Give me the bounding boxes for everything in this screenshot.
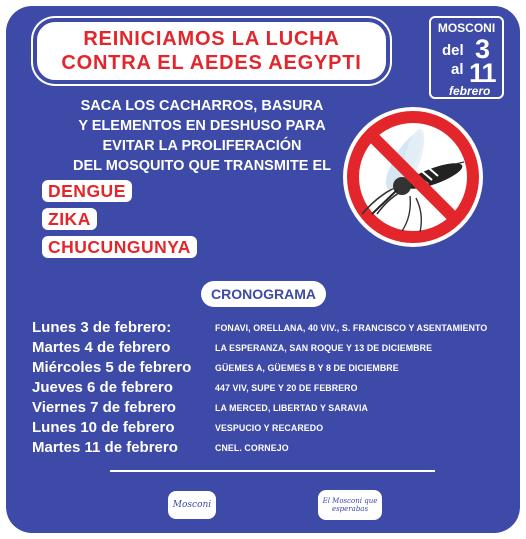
no-mosquito-icon (342, 106, 484, 248)
schedule-row (32, 398, 512, 418)
schedule-day: Jueves 6 de febrero (32, 379, 173, 396)
schedule-row (32, 358, 512, 378)
schedule-places: FONAVI, ORELLANA, 40 VIV., S. FRANCISCO Y ASENTAMIENTO (215, 323, 488, 333)
intro-line: DEL MOSQUITO QUE TRANSMITE EL (72, 158, 332, 174)
schedule-row (32, 378, 512, 398)
schedule-day: Martes 11 de febrero (32, 439, 178, 456)
date-badge-place: MOSCONI (437, 21, 496, 35)
title-line-1: REINICIAMOS LA LUCHA (83, 28, 340, 50)
mosconi-logo (168, 491, 216, 519)
disease-dengue: DENGUE (42, 180, 132, 202)
disease-zika: ZIKA (42, 208, 97, 230)
date-badge-start: 3 (475, 34, 491, 64)
date-badge-end: 11 (469, 58, 496, 88)
title-line-2: CONTRA EL AEDES AEGYPTI (61, 52, 362, 74)
schedule-row (32, 438, 512, 458)
schedule-title: CRONOGRAMA (201, 281, 326, 307)
slogan-logo-text: El Mosconi que esperabas (322, 497, 378, 513)
schedule-places: 447 VIV, SUPE Y 20 DE FEBRERO (215, 383, 358, 393)
title-banner (33, 18, 390, 84)
mosconi-logo-text: Mosconi (172, 500, 212, 510)
intro-line: EVITAR LA PROLIFERACIÓN (102, 138, 302, 154)
disease-chucungunya: CHUCUNGUNYA (42, 236, 197, 258)
schedule-places: LA ESPERANZA, SAN ROQUE Y 13 DE DICIEMBRE (215, 343, 433, 353)
intro-text (42, 96, 362, 176)
intro-line: Y ELEMENTOS EN DESHUSO PARA (78, 118, 326, 134)
schedule-day: Martes 4 de febrero (32, 339, 171, 356)
schedule-places: GÜEMES A, GÜEMES B Y 8 DE DICIEMBRE (215, 363, 399, 373)
schedule-places: VESPUCIO Y RECAREDO (215, 423, 324, 433)
date-badge (429, 16, 504, 99)
schedule-places: CNEL. CORNEJO (215, 443, 289, 453)
date-badge-del: del (442, 42, 464, 59)
schedule-day: Viernes 7 de febrero (32, 399, 176, 416)
poster-panel (6, 6, 520, 533)
schedule-row (32, 338, 512, 358)
schedule-day: Miércoles 5 de febrero (32, 359, 192, 376)
schedule-row (32, 418, 512, 438)
date-badge-al: al (451, 61, 464, 78)
intro-line: SACA LOS CACHARROS, BASURA (80, 98, 324, 114)
schedule-row (32, 318, 512, 338)
slogan-logo (318, 490, 382, 520)
schedule-places: LA MERCED, LIBERTAD Y SARAVIA (215, 403, 368, 413)
divider (110, 470, 435, 472)
date-badge-month: febrero (449, 84, 491, 98)
schedule-day: Lunes 3 de febrero: (32, 319, 172, 336)
schedule-day: Lunes 10 de febrero (32, 419, 175, 436)
